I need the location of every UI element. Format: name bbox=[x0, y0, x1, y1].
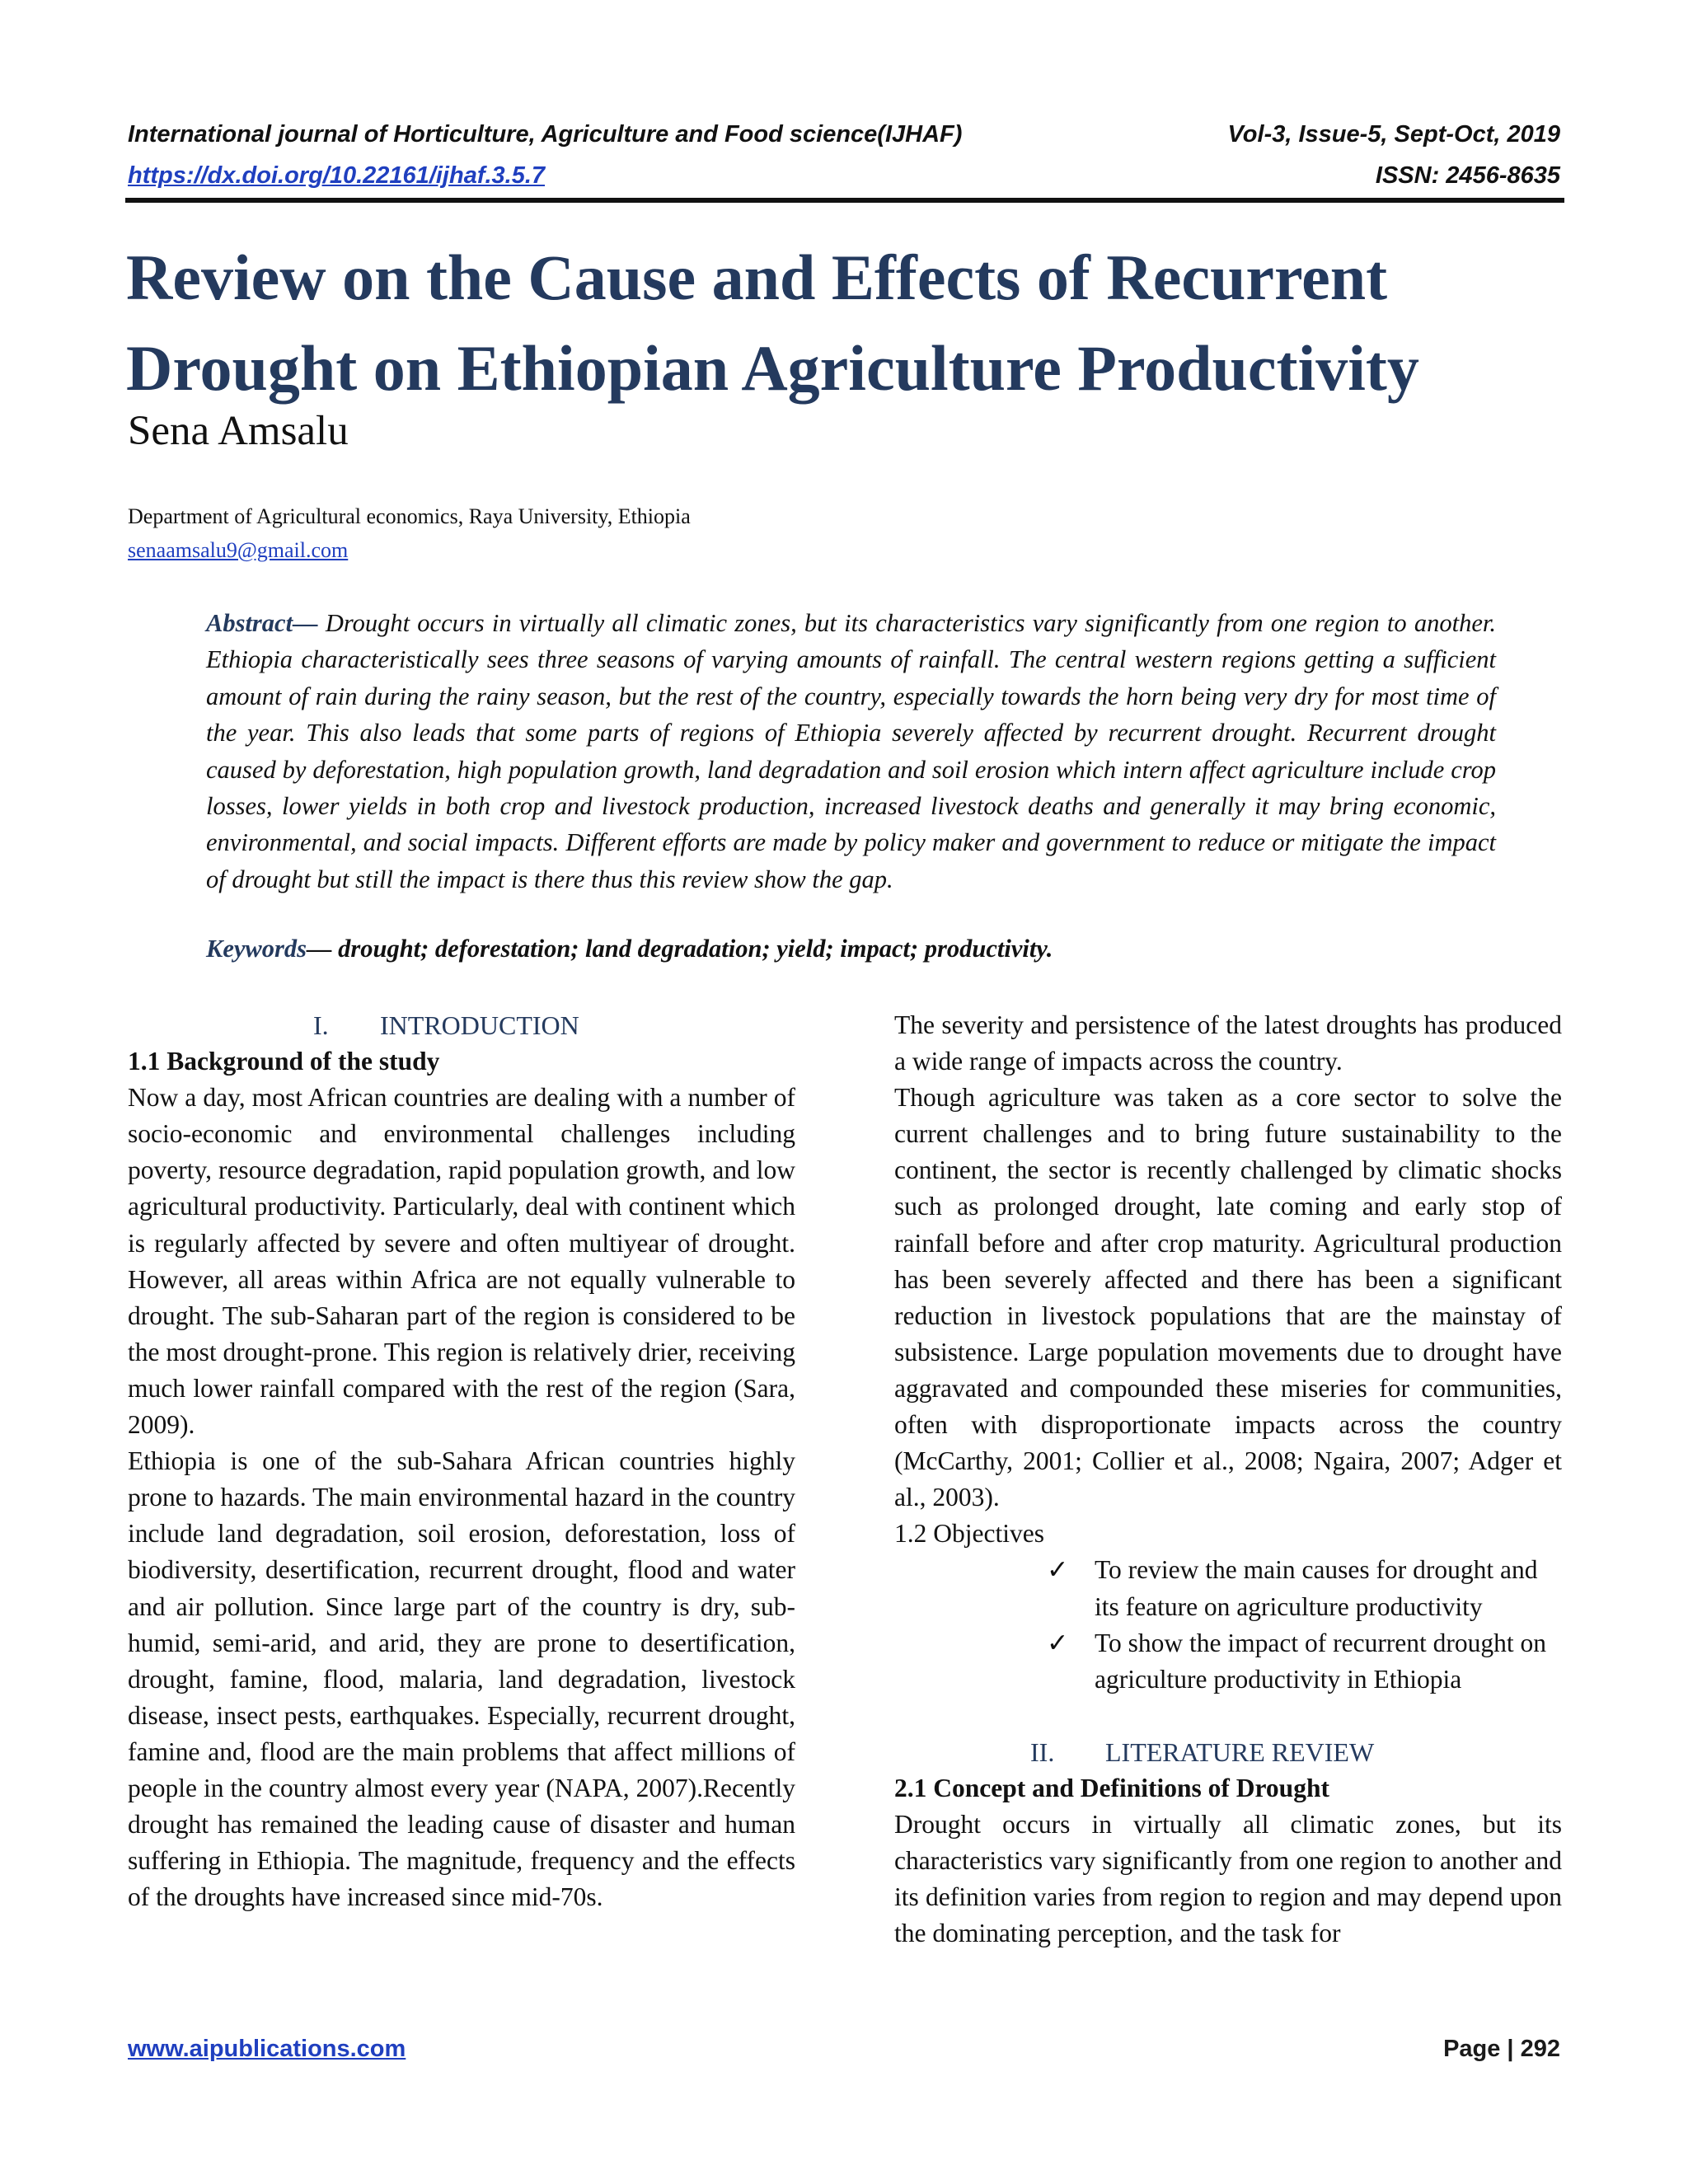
section-number: II. bbox=[1030, 1736, 1055, 1767]
title-line-2: Drought on Ethiopian Agriculture Productivity bbox=[126, 332, 1419, 404]
paragraph: Though agriculture was taken as a core sector to solve the current challenges and to bring future sustainability to the continent, the sector is recently challenged by climatic shocks such as prolonged drought, late coming and early stop of rainfall before and after crop maturity. Agricultural production has been severely affected and there has been a significant reduction in livestock populations that are the mainstay of subsistence. Large population movements due to drought have aggravated and compounded these miseries for communities, often with disproportionate impacts across the country (McCarthy, 2001; Collier et al., 2008; Ngaira, 2007; Adger et al., 2003). bbox=[894, 1083, 1562, 1512]
left-column bbox=[128, 1007, 795, 1915]
affiliation: Department of Agricultural economics, Raya University, Ethiopia bbox=[128, 504, 691, 528]
list-item bbox=[894, 1625, 1562, 1698]
section-title: INTRODUCTION bbox=[380, 1010, 579, 1040]
author-name: Sena Amsalu bbox=[128, 408, 349, 454]
paragraph: Drought occurs in virtually all climatic zones, but its characteristics vary significantly from one region to another and its definition varies from region to region and may depend upon the dominating perception, and the task for bbox=[894, 1809, 1562, 1948]
website-link[interactable]: www.aipublications.com bbox=[128, 2035, 406, 2062]
section-heading-literature-review bbox=[894, 1734, 1562, 1770]
email-link[interactable]: senaamsalu9@gmail.com bbox=[128, 538, 349, 562]
running-header-bottom bbox=[128, 159, 1560, 192]
checkmark-icon: ✓ bbox=[1047, 1555, 1069, 1585]
paragraph: Ethiopia is one of the sub-Sahara African countries highly prone to hazards. The main environmental hazard in the country include land degradation, soil erosion, deforestation, loss of biodiversity, desertification, recurrent drought, flood and water and air pollution. Since large part of the country is dry, sub-humid, semi-arid, and arid, they are prone to desertification, drought, famine, flood, malaria, land degradation, livestock disease, insect pests, earthquakes. Especially, recurrent drought, famine and, flood are the main problems that affect millions of people in the country almost every year (NAPA, 2007).Recently drought has remained the leading cause of disaster and human suffering in Ethiopia. The magnitude, frequency and the effects of the droughts have increased since mid-70s. bbox=[128, 1446, 795, 1912]
abstract-text: Drought occurs in virtually all climatic zones, but its characteristics vary significantly from one region to another. Ethiopia characteristically sees three seasons of varying amounts of rainfall. The central western regions getting a sufficient amount of rain during the rainy season, but the rest of the country, especially towards the horn being very dry for most time of the year. This also leads that some parts of regions of Ethiopia severely affected by recurrent drought. Recurrent drought caused by deforestation, high population growth, land degradation and soil erosion which intern affect agriculture include crop losses, lower yields in both crop and livestock production, increased livestock deaths and generally it may bring economic, environmental, and social impacts. Different efforts are made by policy maker and government to reduce or mitigate the impact of drought but still the impact is there thus this review show the gap. bbox=[206, 609, 1496, 893]
section-title: LITERATURE REVIEW bbox=[1105, 1736, 1375, 1767]
keywords-label: Keywords bbox=[206, 935, 307, 963]
abstract bbox=[206, 605, 1496, 898]
paper-title bbox=[126, 232, 1593, 414]
keywords bbox=[206, 935, 1496, 963]
list-item bbox=[894, 1552, 1562, 1624]
running-header-top bbox=[128, 118, 1560, 151]
page-number: Page | 292 bbox=[1443, 2035, 1560, 2062]
section-heading-introduction bbox=[128, 1007, 795, 1043]
issn: ISSN: 2456-8635 bbox=[1375, 162, 1560, 189]
title-line-1: Review on the Cause and Effects of Recurrent bbox=[126, 241, 1388, 313]
subsection-heading: 1.1 Background of the study bbox=[128, 1047, 440, 1076]
objective-text: To show the impact of recurrent drought on agriculture productivity in Ethiopia bbox=[1095, 1628, 1547, 1694]
objectives-list bbox=[894, 1552, 1562, 1697]
spacer bbox=[894, 1698, 1562, 1734]
header-rule bbox=[125, 198, 1564, 203]
paragraph: The severity and persistence of the latest droughts has produced a wide range of impacts across the country. bbox=[894, 1010, 1562, 1076]
page-footer bbox=[128, 2032, 1560, 2065]
abstract-label: Abstract— bbox=[206, 609, 318, 637]
section-number: I. bbox=[313, 1010, 329, 1040]
checkmark-icon: ✓ bbox=[1047, 1628, 1069, 1657]
subsection-heading: 2.1 Concept and Definitions of Drought bbox=[894, 1773, 1329, 1802]
keywords-text: — drought; deforestation; land degradation; yield; impact; productivity. bbox=[307, 935, 1053, 963]
objective-text: To review the main causes for drought and its feature on agriculture productivity bbox=[1095, 1555, 1538, 1621]
paragraph: Now a day, most African countries are dealing with a number of socio-economic and environmental challenges including poverty, resource degradation, rapid population growth, and low agricultural productivity. Particularly, deal with continent which is regularly affected by severe and often multiyear of drought. However, all areas within Africa are not equally vulnerable to drought. The sub-Saharan part of the region is considered to be the most drought-prone. This region is relatively drier, receiving much lower rainfall compared with the rest of the region (Sara, 2009). bbox=[128, 1083, 795, 1440]
objectives-heading: 1.2 Objectives bbox=[894, 1519, 1044, 1549]
journal-name: International journal of Horticulture, Agriculture and Food science(IJHAF) bbox=[128, 120, 963, 148]
doi-link[interactable]: https://dx.doi.org/10.22161/ijhaf.3.5.7 bbox=[128, 162, 546, 189]
volume-issue: Vol-3, Issue-5, Sept-Oct, 2019 bbox=[1227, 120, 1560, 148]
right-column bbox=[894, 1007, 1562, 1952]
